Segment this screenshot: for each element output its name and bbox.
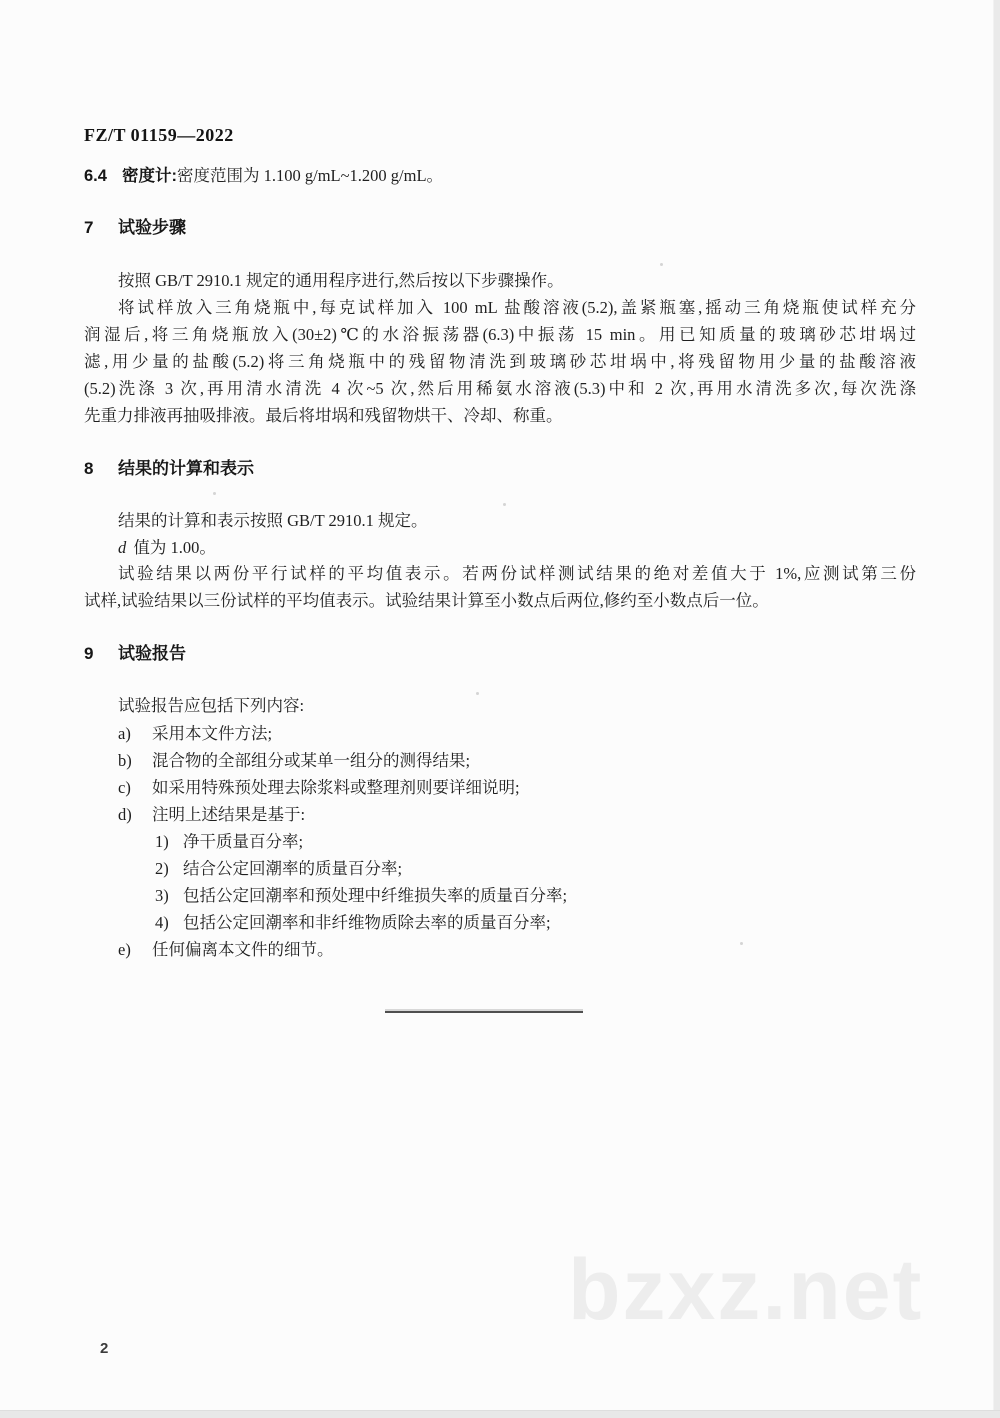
body-line: 先重力排液再抽吸排液。最后将坩埚和残留物烘干、冷却、称重。 [84,406,563,425]
paragraph [84,294,916,429]
list-item-label: c) [118,778,131,797]
list-item [84,936,916,963]
body-line: 润湿后,将三角烧瓶放入(30±2)℃的水浴振荡器(6.3)中振荡 15 min。用已知质量的玻璃砂芯坩埚过 [84,325,916,344]
section-heading-number: 8 [84,459,94,478]
list-item [84,801,916,828]
list-item-text: 注明上述结果是基于: [152,805,306,824]
section-7-heading [84,214,186,241]
list-item-label: 4) [155,913,169,932]
paragraph: 结果的计算和表示按照 GB/T 2910.1 规定。 [118,511,428,530]
body-line: 滤,用少量的盐酸(5.2)将三角烧瓶中的残留物清洗到玻璃砂芯坩埚中,将残留物用少量的盐酸溶液 [84,352,916,371]
body-line: (5.2)洗涤 3 次,再用清水清洗 4 次~5 次,然后用稀氨水溶液(5.3)中和 2 次,再用水清洗多次,每次洗涤 [84,379,916,398]
list-item-text: 混合物的全部组分或某单一组分的测得结果; [152,751,471,770]
report-list [84,720,916,963]
list-item-label: 2) [155,859,169,878]
section-heading-title: 试验步骤 [118,218,186,237]
section-9-heading [84,640,186,667]
list-item-label: d) [118,805,132,824]
list-subitem [84,909,916,936]
list-item-label: 3) [155,886,169,905]
section-heading-title: 结果的计算和表示 [118,459,254,478]
list-item-label: 1) [155,832,169,851]
scan-speck [660,263,663,266]
clause-text: 密度范围为 1.100 g/mL~1.200 g/mL。 [177,166,444,185]
list-item-text: 包括公定回潮率和非纤维物质除去率的质量百分率; [183,913,551,932]
list-item-text: 包括公定回潮率和预处理中纤维损失率的质量百分率; [183,886,568,905]
page-number: 2 [100,1340,109,1357]
clause-term: 密度计: [122,167,177,185]
watermark-text: bzxz.net [568,1242,924,1338]
body-line: 试验结果以两份平行试样的平均值表示。若两份试样测试结果的绝对差值大于 1%,应测试第三份 [118,564,916,583]
list-item-label: e) [118,940,131,959]
list-item-label: a) [118,724,131,743]
section-heading-number: 9 [84,644,94,663]
section-heading-number: 7 [84,218,94,237]
list-item-text: 采用本文件方法; [152,724,273,743]
list-subitem [84,855,916,882]
paragraph: 按照 GB/T 2910.1 规定的通用程序进行,然后按以下步骤操作。 [118,271,564,290]
list-item-text: 如采用特殊预处理去除浆料或整理剂则要详细说明; [152,778,520,797]
d-value-text: 值为 1.00。 [129,538,216,557]
list-item-text: 结合公定回潮率的质量百分率; [183,859,403,878]
clause-number: 6.4 [84,167,107,185]
paragraph [84,560,916,614]
list-subitem [84,882,916,909]
list-item [84,720,916,747]
scan-speck [213,492,216,495]
scan-speck [503,503,506,506]
clause-6-4 [84,162,443,190]
scan-speck [740,942,743,945]
list-item [84,774,916,801]
bottom-edge-shadow [0,1410,1000,1418]
list-item [84,747,916,774]
end-of-text-rule [385,1011,583,1013]
list-intro: 试验报告应包括下列内容: [118,696,305,715]
body-line: 试样,试验结果以三份试样的平均值表示。试验结果计算至小数点后两位,修约至小数点后一位。 [84,591,769,610]
list-item-label: b) [118,751,132,770]
standard-number-header: FZ/T 01159—2022 [84,125,234,145]
body-line: 将试样放入三角烧瓶中,每克试样加入 100 mL 盐酸溶液(5.2),盖紧瓶塞,摇动三角烧瓶使试样充分 [118,298,916,317]
list-subitem [84,828,916,855]
section-8-heading [84,455,254,482]
section-heading-title: 试验报告 [118,644,186,663]
d-symbol: d [118,538,127,557]
right-edge-shadow [993,0,1000,1418]
d-value-line [118,534,216,561]
list-item-text: 净干质量百分率; [183,832,304,851]
scan-speck [476,692,479,695]
list-item-text: 任何偏离本文件的细节。 [152,940,334,959]
